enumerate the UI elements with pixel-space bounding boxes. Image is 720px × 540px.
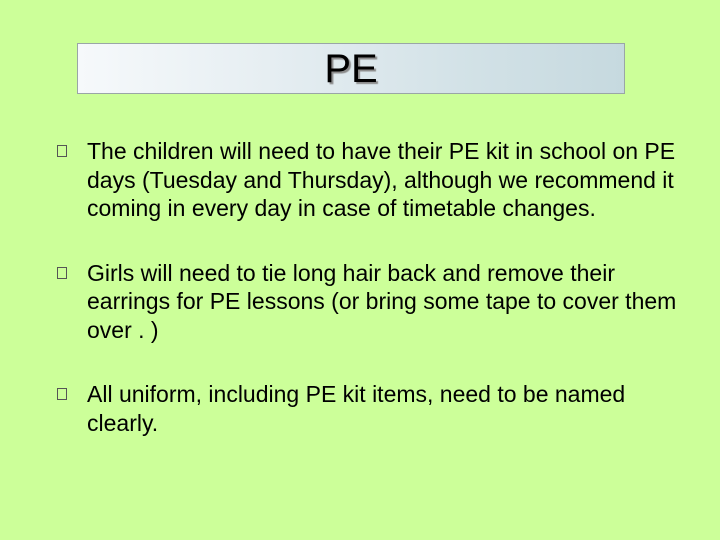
bullet-item-hair	[57, 259, 697, 345]
bullet-text-kit: The children will need to have their PE kit in school on PE days (Tuesday and Thursday), although we recommend it coming in every day in case of timetable changes.	[87, 138, 676, 221]
box-bullet-icon	[57, 388, 67, 400]
bullet-list	[57, 137, 697, 437]
box-bullet-icon	[57, 267, 67, 279]
bullet-item-uniform	[57, 380, 697, 437]
bullet-item-kit	[57, 137, 697, 223]
title-box	[77, 43, 625, 94]
page-title: PE	[324, 46, 378, 91]
box-bullet-icon	[57, 145, 67, 157]
bullet-text-uniform: All uniform, including PE kit items, need to be named clearly.	[87, 381, 626, 436]
bullet-text-hair: Girls will need to tie long hair back and remove their earrings for PE lessons (or bring some tape to cover them over . )	[87, 259, 677, 343]
